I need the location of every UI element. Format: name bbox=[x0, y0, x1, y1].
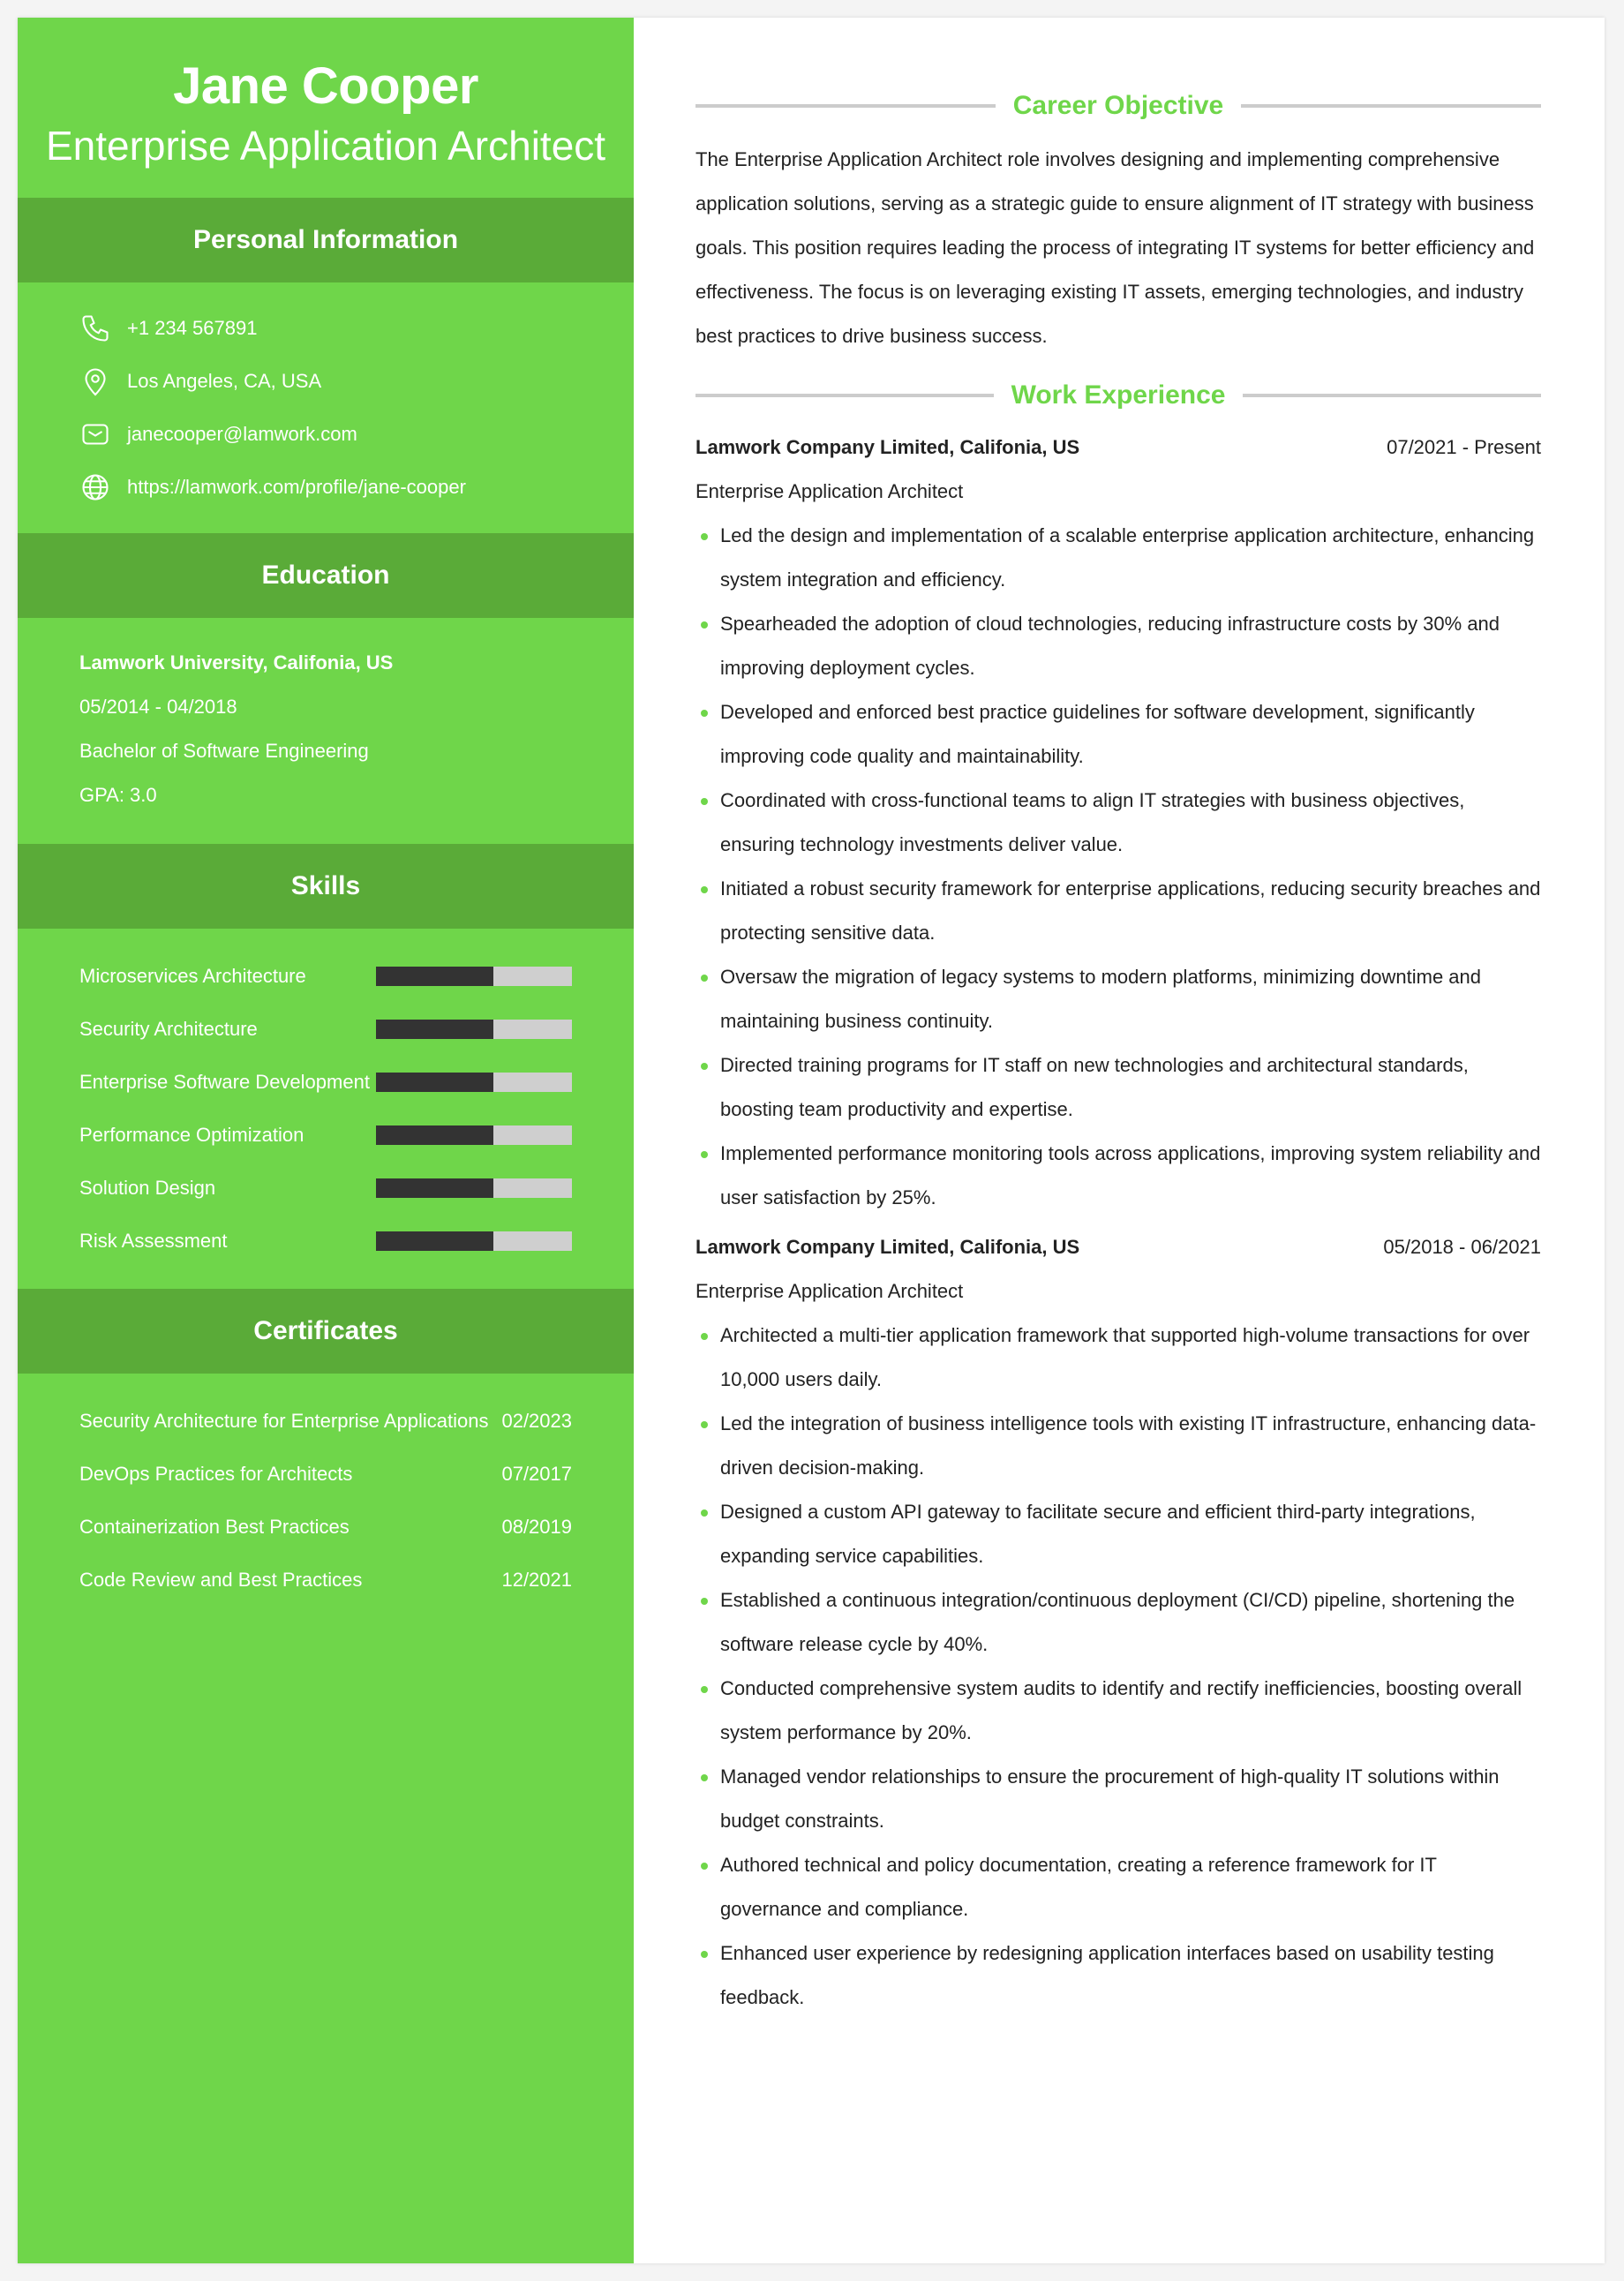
certificate-date: 08/2019 bbox=[501, 1516, 572, 1538]
skill-bar bbox=[376, 967, 572, 986]
certificates-list bbox=[18, 1374, 634, 1607]
contact-list bbox=[18, 282, 634, 533]
certificate-date: 12/2021 bbox=[501, 1569, 572, 1591]
phone-text: +1 234 567891 bbox=[127, 317, 258, 339]
work-experience-title: Work Experience bbox=[1011, 380, 1226, 410]
career-objective-heading bbox=[695, 81, 1541, 131]
contact-location bbox=[79, 355, 634, 408]
skill-name: Microservices Architecture bbox=[79, 965, 306, 987]
divider bbox=[695, 394, 994, 397]
bullet-item: Coordinated with cross-functional teams to align IT strategies with business objectives, ensuring technology investments deliver value. bbox=[695, 779, 1541, 867]
certificate-item bbox=[79, 1395, 572, 1448]
divider bbox=[1243, 394, 1541, 397]
certificate-name: Security Architecture for Enterprise Applications bbox=[79, 1410, 489, 1432]
website-link[interactable]: https://lamwork.com/profile/jane-cooper bbox=[127, 476, 466, 498]
skill-item bbox=[79, 950, 572, 1003]
bullet-item: Managed vendor relationships to ensure the procurement of high-quality IT solutions within budget constraints. bbox=[695, 1755, 1541, 1843]
skill-bar-fill bbox=[376, 1178, 493, 1198]
company-name: Lamwork Company Limited, Califonia, US bbox=[695, 436, 1080, 458]
certificate-item bbox=[79, 1448, 572, 1501]
bullet-item: Led the integration of business intelligence tools with existing IT infrastructure, enhancing data-driven decision-making. bbox=[695, 1402, 1541, 1490]
email-link[interactable]: janecooper@lamwork.com bbox=[127, 423, 357, 445]
skills-list bbox=[18, 929, 634, 1289]
skill-bar-fill bbox=[376, 1073, 493, 1092]
career-objective-text: The Enterprise Application Architect role involves designing and implementing comprehensive application solutions, serving as a strategic guide to ensure alignment of IT strategy with business goals. This position requires leading the process of integrating IT systems for better efficiency and effectiveness. The focus is on leveraging existing IT assets, emerging technologies, and industry best practices to drive business success. bbox=[695, 148, 1535, 347]
skill-name: Performance Optimization bbox=[79, 1124, 304, 1146]
skill-name: Enterprise Software Development bbox=[79, 1071, 370, 1093]
job-role: Enterprise Application Architect bbox=[695, 480, 964, 502]
main-content bbox=[634, 18, 1605, 2263]
job-bullets bbox=[695, 1314, 1541, 2020]
certificate-name: Containerization Best Practices bbox=[79, 1516, 350, 1538]
divider bbox=[695, 104, 996, 108]
sidebar bbox=[18, 18, 634, 2263]
contact-email bbox=[79, 408, 634, 461]
person-name: Jane Cooper bbox=[173, 57, 478, 115]
personal-info-heading: Personal Information bbox=[18, 198, 634, 282]
skill-name: Solution Design bbox=[79, 1177, 216, 1199]
certificate-name: Code Review and Best Practices bbox=[79, 1569, 363, 1591]
skill-bar-fill bbox=[376, 967, 493, 986]
bullet-item: Led the design and implementation of a scalable enterprise application architecture, enhancing system integration and efficiency. bbox=[695, 514, 1541, 602]
work-experience-heading bbox=[695, 371, 1541, 420]
skill-item bbox=[79, 1215, 572, 1268]
skill-item bbox=[79, 1056, 572, 1109]
bullet-item: Conducted comprehensive system audits to identify and rectify inefficiencies, boosting overall system performance by 20%. bbox=[695, 1667, 1541, 1755]
skill-item bbox=[79, 1162, 572, 1215]
bullet-item: Architected a multi-tier application framework that supported high-volume transactions for over 10,000 users daily. bbox=[695, 1314, 1541, 1402]
degree: Bachelor of Software Engineering bbox=[79, 740, 369, 762]
job-role: Enterprise Application Architect bbox=[695, 1280, 964, 1302]
bullet-item: Spearheaded the adoption of cloud technologies, reducing infrastructure costs by 30% and improving deployment cycles. bbox=[695, 602, 1541, 690]
skills-heading: Skills bbox=[18, 844, 634, 929]
name-block bbox=[18, 18, 634, 198]
skill-bar bbox=[376, 1073, 572, 1092]
education-dates: 05/2014 - 04/2018 bbox=[79, 696, 237, 718]
skill-bar-fill bbox=[376, 1125, 493, 1145]
bullet-item: Implemented performance monitoring tools across applications, improving system reliability and user satisfaction by 25%. bbox=[695, 1132, 1541, 1220]
skill-item bbox=[79, 1003, 572, 1056]
phone-icon bbox=[79, 312, 111, 344]
globe-icon bbox=[79, 471, 111, 503]
skill-bar-fill bbox=[376, 1231, 493, 1251]
education-block bbox=[18, 618, 634, 844]
school-name: Lamwork University, Califonia, US bbox=[79, 651, 394, 674]
skill-bar bbox=[376, 1020, 572, 1039]
job-title: Enterprise Application Architect bbox=[45, 123, 606, 169]
skill-item bbox=[79, 1109, 572, 1162]
job-dates: 07/2021 - Present bbox=[1387, 436, 1541, 458]
resume-page bbox=[18, 18, 1605, 2263]
skill-name: Risk Assessment bbox=[79, 1230, 228, 1252]
mail-icon bbox=[79, 418, 111, 450]
contact-website bbox=[79, 461, 634, 514]
bullet-item: Established a continuous integration/continuous deployment (CI/CD) pipeline, shortening the software release cycle by 40%. bbox=[695, 1578, 1541, 1667]
skill-bar bbox=[376, 1125, 572, 1145]
certificate-name: DevOps Practices for Architects bbox=[79, 1463, 353, 1485]
bullet-item: Oversaw the migration of legacy systems to modern platforms, minimizing downtime and maintaining business continuity. bbox=[695, 955, 1541, 1043]
job-header bbox=[695, 1225, 1541, 1269]
contact-phone bbox=[79, 302, 634, 355]
skill-name: Security Architecture bbox=[79, 1018, 258, 1040]
bullet-item: Authored technical and policy documentation, creating a reference framework for IT governance and compliance. bbox=[695, 1843, 1541, 1931]
job-dates: 05/2018 - 06/2021 bbox=[1383, 1236, 1541, 1258]
job-header bbox=[695, 425, 1541, 470]
company-name: Lamwork Company Limited, Califonia, US bbox=[695, 1236, 1080, 1258]
job-entry bbox=[695, 1225, 1541, 2020]
location-text: Los Angeles, CA, USA bbox=[127, 370, 322, 392]
certificate-item bbox=[79, 1501, 572, 1554]
location-pin-icon bbox=[79, 365, 111, 397]
skill-bar-fill bbox=[376, 1020, 493, 1039]
divider bbox=[1241, 104, 1541, 108]
education-heading: Education bbox=[18, 533, 634, 618]
job-bullets bbox=[695, 514, 1541, 1220]
job-entry bbox=[695, 425, 1541, 1220]
bullet-item: Enhanced user experience by redesigning application interfaces based on usability testing feedback. bbox=[695, 1931, 1541, 2020]
bullet-item: Directed training programs for IT staff on new technologies and architectural standards, boosting team productivity and expertise. bbox=[695, 1043, 1541, 1132]
bullet-item: Designed a custom API gateway to facilitate secure and efficient third-party integrations, expanding service capabilities. bbox=[695, 1490, 1541, 1578]
skill-bar bbox=[376, 1178, 572, 1198]
gpa: GPA: 3.0 bbox=[79, 784, 157, 806]
certificates-heading: Certificates bbox=[18, 1289, 634, 1374]
bullet-item: Initiated a robust security framework for enterprise applications, reducing security breaches and protecting sensitive data. bbox=[695, 867, 1541, 955]
certificate-item bbox=[79, 1554, 572, 1607]
certificate-date: 07/2017 bbox=[501, 1463, 572, 1485]
bullet-item: Developed and enforced best practice guidelines for software development, significantly improving code quality and maintainability. bbox=[695, 690, 1541, 779]
skill-bar bbox=[376, 1231, 572, 1251]
certificate-date: 02/2023 bbox=[501, 1410, 572, 1432]
career-objective-title: Career Objective bbox=[1012, 91, 1224, 120]
